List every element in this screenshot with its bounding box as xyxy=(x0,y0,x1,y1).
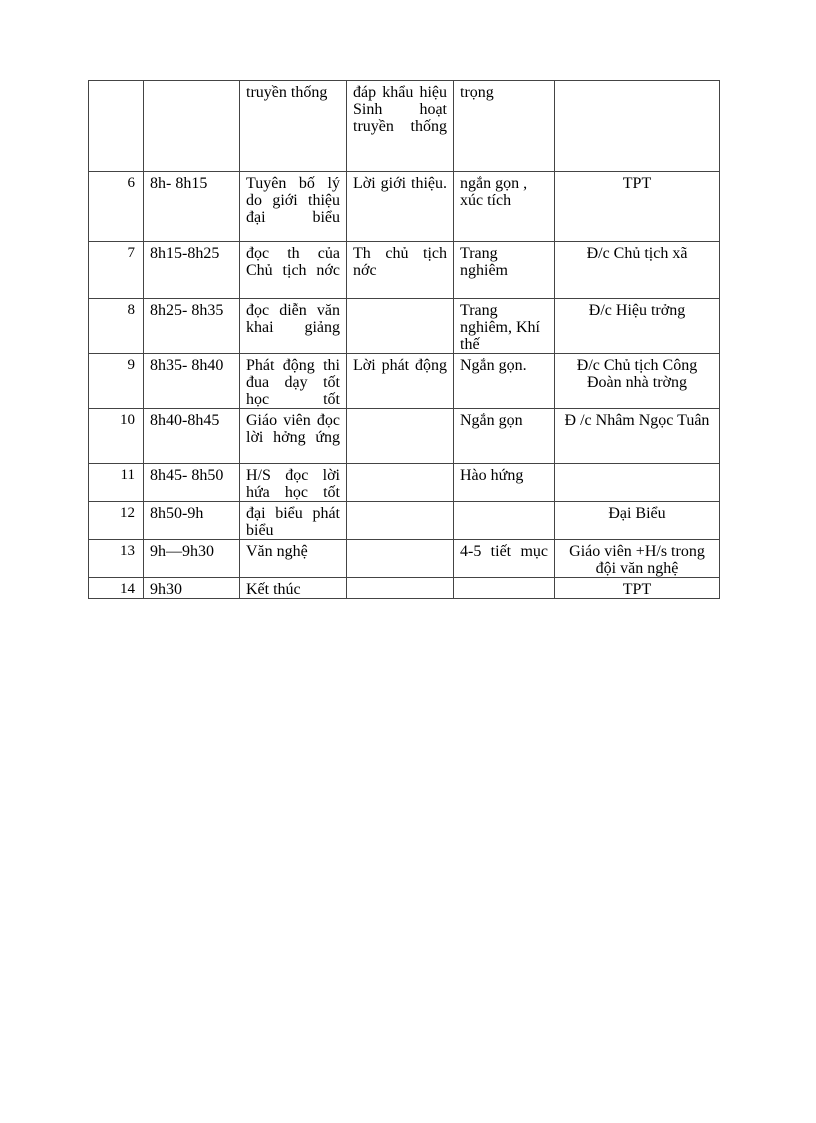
row-time: 8h40-8h45 xyxy=(144,409,240,464)
row-time: 8h- 8h15 xyxy=(144,172,240,242)
row-method: đáp khẩu hiệu Sinh hoạt truyền thống xyxy=(347,81,454,172)
row-content: Kết thúc xyxy=(240,578,347,599)
row-method xyxy=(347,464,454,502)
row-time: 9h30 xyxy=(144,578,240,599)
row-number: 13 xyxy=(89,540,144,578)
row-requirement: trọng xyxy=(454,81,555,172)
row-method xyxy=(347,299,454,354)
row-number: 8 xyxy=(89,299,144,354)
row-number xyxy=(89,81,144,172)
table-row xyxy=(89,242,720,299)
row-time: 8h15-8h25 xyxy=(144,242,240,299)
row-content: Giáo viên đọc lời hởng ứng xyxy=(240,409,347,464)
row-number: 6 xyxy=(89,172,144,242)
row-person xyxy=(555,81,720,172)
row-number: 14 xyxy=(89,578,144,599)
table-row xyxy=(89,172,720,242)
row-person: Đ /c Nhâm Ngọc Tuân xyxy=(555,409,720,464)
row-person: Đ/c Chủ tịch Công Đoàn nhà trờng xyxy=(555,354,720,409)
row-time: 8h45- 8h50 xyxy=(144,464,240,502)
row-number: 12 xyxy=(89,502,144,540)
row-number: 9 xyxy=(89,354,144,409)
row-requirement xyxy=(454,578,555,599)
row-time xyxy=(144,81,240,172)
row-number: 10 xyxy=(89,409,144,464)
row-requirement: Ngắn gọn. xyxy=(454,354,555,409)
row-content: Phát động thi đua dạy tốt học tốt xyxy=(240,354,347,409)
row-requirement xyxy=(454,502,555,540)
row-method xyxy=(347,540,454,578)
row-content: Văn nghệ xyxy=(240,540,347,578)
row-requirement: 4-5 tiết mục xyxy=(454,540,555,578)
row-time: 8h50-9h xyxy=(144,502,240,540)
row-requirement: Hào hứng xyxy=(454,464,555,502)
row-number: 7 xyxy=(89,242,144,299)
row-method: Lời phát động xyxy=(347,354,454,409)
table-row xyxy=(89,502,720,540)
table-row xyxy=(89,354,720,409)
row-method xyxy=(347,578,454,599)
row-content: Tuyên bố lý do giới thiệu đại biểu xyxy=(240,172,347,242)
table-row xyxy=(89,299,720,354)
row-person: Giáo viên +H/s trong đội văn nghệ xyxy=(555,540,720,578)
row-method xyxy=(347,409,454,464)
row-time: 8h35- 8h40 xyxy=(144,354,240,409)
row-content: truyền thống xyxy=(240,81,347,172)
row-requirement: Trang nghiêm xyxy=(454,242,555,299)
row-person: Đ/c Hiệu trởng xyxy=(555,299,720,354)
row-person: TPT xyxy=(555,172,720,242)
row-content: đọc th của Chủ tịch nớc xyxy=(240,242,347,299)
row-person: TPT xyxy=(555,578,720,599)
row-content: đọc diễn văn khai giảng xyxy=(240,299,347,354)
row-requirement: Ngắn gọn xyxy=(454,409,555,464)
table-row xyxy=(89,540,720,578)
row-person xyxy=(555,464,720,502)
row-number: 11 xyxy=(89,464,144,502)
row-content: đại biểu phát biểu xyxy=(240,502,347,540)
table-row xyxy=(89,578,720,599)
table-row xyxy=(89,409,720,464)
row-method xyxy=(347,502,454,540)
table-row xyxy=(89,81,720,172)
row-method: Th chủ tịch nớc xyxy=(347,242,454,299)
row-time: 8h25- 8h35 xyxy=(144,299,240,354)
schedule-table xyxy=(88,80,720,599)
table-row xyxy=(89,464,720,502)
row-requirement: Trang nghiêm, Khí thế xyxy=(454,299,555,354)
row-person: Đại Biểu xyxy=(555,502,720,540)
row-method: Lời giới thiệu. xyxy=(347,172,454,242)
row-person: Đ/c Chủ tịch xã xyxy=(555,242,720,299)
row-content: H/S đọc lời hứa học tốt xyxy=(240,464,347,502)
row-time: 9h—9h30 xyxy=(144,540,240,578)
row-requirement: ngắn gọn , xúc tích xyxy=(454,172,555,242)
